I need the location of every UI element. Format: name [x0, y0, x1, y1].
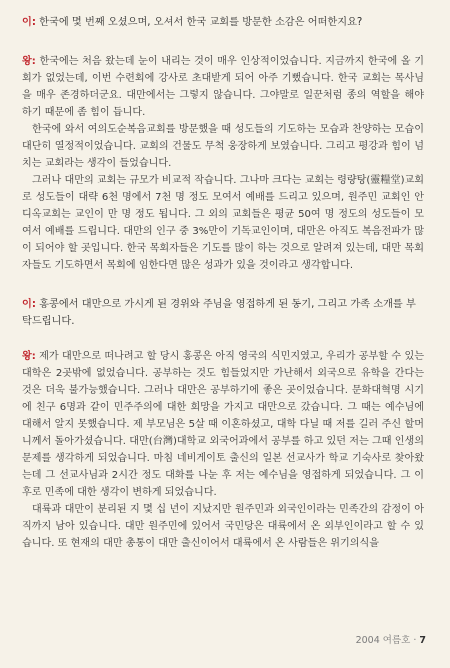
interview-answer	[22, 53, 424, 274]
answer-paragraph: 한국에 와서 여의도순복음교회를 방문했을 때 성도들의 기도하는 모습과 찬양하는 모습이 대단히 열정적이었습니다. 교회의 건물도 무척 웅장하게 보였습니다. 그리고 평강과 힘이 넘치는 교회라는 생각이 들었습니다.	[22, 124, 424, 169]
interviewee-label: 왕:	[22, 351, 36, 362]
interview-answer	[22, 348, 424, 552]
interviewee-label: 왕:	[22, 56, 36, 67]
question-text: 홍콩에서 대만으로 가시게 된 경위와 주님을 영접하게 된 동기, 그리고 가족 소개를 부탁드립니다.	[22, 299, 416, 327]
issue-label: 2004 여름호 ·	[355, 635, 420, 646]
question-text: 한국에 몇 번째 오셨으며, 오셔서 한국 교회를 방문한 소감은 어떠한지요?	[35, 17, 363, 28]
answer-paragraph: 그러나 대만의 교회는 규모가 비교적 작습니다. 그나마 크다는 교회는 령량탕(靈糧堂)교회로 성도들이 대략 6천 명에서 7천 명 정도 모여서 예배를 드리고 있으며, 원주민 교회인 안디옥교회는 교인이 만 명 정도 됩니다. 그 외의 교회들은 평균 50여 명 정도의 성도들이 모여서 예배를 드립니다. 대만의 인구 중 3%만이 기독교인이며, 대만은 아직도 복음전파가 많이 되어야 할 곳입니다. 한국 목회자들은 기도를 많이 하는 것으로 알려져 있는데, 대만 목회자들도 기도하면서 목회에 임한다면 많은 성과가 있을 것이라고 생각합니다.	[22, 175, 425, 271]
interviewer-label: 이:	[22, 17, 36, 28]
page-number: 7	[419, 635, 426, 646]
interview-question	[22, 14, 424, 31]
answer-paragraph: 왕: 한국에는 처음 왔는데 눈이 내리는 것이 매우 인상적이었습니다. 지금까지 한국에 올 기회가 없었는데, 이번 수련회에 강사로 초대받게 되어 아주 기뻤습니다. 한국 교회는 목사님을 매우 존경하더군요. 대만에서는 그렇지 않습니다. 그야말로 일꾼처럼 종의 역할을 해야 하기 때문에 좀 힘이 듭니다.	[22, 56, 424, 118]
answer-paragraph: 대륙과 대만이 분리된 지 몇 십 년이 지났지만 원주민과 외국인이라는 민족간의 감정이 아직까지 남아 있습니다. 대만 원주민에 있어서 국민당은 대륙에서 온 외부인이라고 할 수 있습니다. 또 현재의 대만 총통이 대만 출신이어서 대륙에서 온 사람들은 위기의식을	[22, 504, 424, 549]
answer-paragraph: 왕: 제가 대만으로 떠나려고 할 당시 홍콩은 아직 영국의 식민지였고, 우리가 공부할 수 있는 대학은 2곳밖에 없었습니다. 공부하는 것도 힘들었지만 가난해서 외국으로 유학을 간다는 것은 더욱 불가능했습니다. 그러나 대만은 공부하기에 좋은 곳이었습니다. 문화대혁명 시기에 친구 6명과 같이 민주주의에 대한 희망을 가지고 대만으로 갔습니다. 그 때는 예수님에 대해서 알지 못했습니다. 제 부모님은 5살 때 이혼하셨고, 대학 다닐 때 저를 길러 주신 할머니께서 돌아가셨습니다. 대만(台灣)대학교 외국어과에서 공부를 하고 있던 저는 그때 인생의 문제를 생각하게 되었습니다. 마침 네비게이토 출신의 일본 선교사가 학교 기숙사로 찾아왔는데 그 선교사님과 2시간 정도 대화를 나눈 후 저는 예수님을 영접하게 되었습니다. 그 이후로 민족에 대한 생각이 변하게 되었습니다.	[22, 351, 424, 498]
interview-question	[22, 296, 424, 330]
interviewer-label: 이:	[22, 299, 36, 310]
page-footer	[356, 632, 426, 646]
